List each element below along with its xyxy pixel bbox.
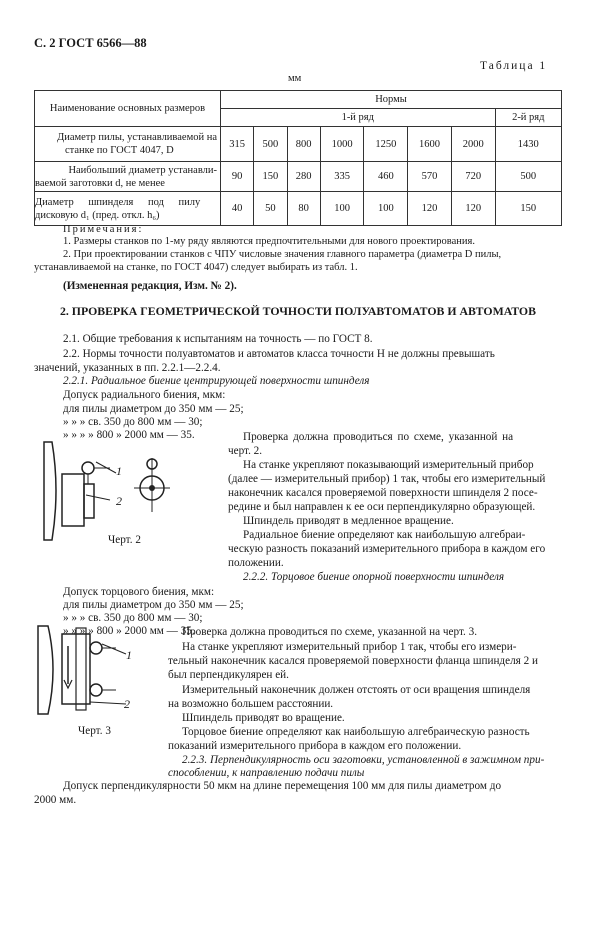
table-row	[35, 127, 562, 162]
cell: 150	[495, 192, 561, 226]
cell: 570	[408, 162, 452, 192]
p-2-2-1: 2.2.1. Радиальное биение центрирующей поверхности шпинделя	[63, 375, 370, 387]
cell: 500	[254, 127, 287, 162]
edit-note: (Измененная редакция, Изм. № 2).	[63, 280, 237, 292]
fig3-label-2: 2	[124, 697, 130, 711]
dimensions-table	[34, 90, 562, 226]
tol2-2: » » » св. 350 до 800 мм — 30;	[63, 612, 203, 624]
cell: 120	[451, 192, 495, 226]
tol2-0: Допуск торцового биения, мкм:	[63, 586, 215, 598]
note-2b: устанавливаемой на станке, по ГОСТ 4047) следует выбирать из табл. 1.	[34, 262, 358, 273]
t7-1: на возможно большем расстоянии.	[168, 698, 334, 710]
table-unit: мм	[288, 73, 302, 84]
tol2-3: » » » » 800 » 2000 мм — 35.	[63, 625, 195, 637]
row2-header: 2-й ряд	[495, 109, 561, 127]
cell: 50	[254, 192, 287, 226]
t6-0: На станке укрепляют измерительный прибор 1 так, чтобы его измери-	[182, 641, 517, 653]
fig3-label-1: 1	[126, 648, 132, 662]
cell: 2000	[451, 127, 495, 162]
tol3b: 2000 мм.	[34, 794, 77, 806]
note-2a: 2. При проектировании станков с ЧПУ числовые значения главного параметра (диаметра D пилы,	[63, 249, 502, 260]
cell: 315	[221, 127, 254, 162]
table-row	[35, 162, 562, 192]
p-2-1: 2.1. Общие требования к испытаниям на точность — по ГОСТ 8.	[63, 333, 373, 345]
row-name: Наибольший диаметр устанавли-	[68, 164, 217, 176]
t6-1: тельный наконечник касался проверяемой поверхности фланца шпинделя 2 и	[168, 655, 538, 667]
cell: 100	[320, 192, 364, 226]
fig2-caption: Черт. 2	[108, 534, 141, 546]
tol1-2: » » » св. 350 до 800 мм — 30;	[63, 416, 203, 428]
t1b: черт. 2.	[228, 445, 263, 457]
table-row	[35, 192, 562, 226]
row-name: станке по ГОСТ 4047, D	[65, 145, 174, 156]
cell: 460	[364, 162, 408, 192]
cell: 120	[408, 192, 452, 226]
p-2-2-2: 2.2.2. Торцовое биение опорной поверхности шпинделя	[243, 571, 505, 583]
notes-title: Примечания:	[63, 224, 144, 235]
t2-0: На станке укрепляют показывающий измерительный прибор	[243, 459, 534, 471]
cell: 500	[495, 162, 561, 192]
tol2-1: для пилы диаметром до 350 мм — 25;	[63, 599, 244, 611]
cell: 40	[221, 192, 254, 226]
cell: 1250	[364, 127, 408, 162]
row1-header: 1-й ряд	[221, 109, 496, 127]
tol3a: Допуск перпендикулярности 50 мкм на длине перемещения 100 мм для пилы диаметром до	[63, 780, 502, 792]
cell: 280	[287, 162, 320, 192]
row-name: Диаметр пилы, устанавливаемой на	[57, 132, 217, 143]
cell: 800	[287, 127, 320, 162]
p-2-2-3a: 2.2.3. Перпендикулярность оси заготовки, установленной в зажимном при-	[182, 754, 545, 766]
t4-2: положении.	[228, 557, 284, 569]
fig2-label-1: 1	[116, 464, 122, 478]
cell: 100	[364, 192, 408, 226]
col-header: Наименование основных размеров	[35, 91, 221, 127]
tol1-3: » » » » 800 » 2000 мм — 35.	[63, 429, 195, 441]
row-name: Диаметр шпинделя под пилу	[35, 196, 201, 208]
t1a: Проверка должна проводиться по схеме, указанной на	[243, 431, 514, 443]
cell: 1600	[408, 127, 452, 162]
cell: 90	[221, 162, 254, 192]
page-header: С. 2 ГОСТ 6566—88	[34, 36, 147, 50]
t2-1: (далее — измерительный прибор) 1 так, чтобы его измерительный	[228, 473, 546, 485]
p-2-2-3b: способлении, к направлению подачи пилы	[168, 767, 365, 779]
t6-2: был перпендикулярен ей.	[168, 669, 289, 681]
t2-2: наконечник касался проверяемой поверхности шпинделя 2 посе-	[228, 487, 538, 499]
cell: 80	[287, 192, 320, 226]
p-2-2a: 2.2. Нормы точности полуавтоматов и автоматов класса точности Н не должны превышать	[63, 348, 495, 360]
tol1-0: Допуск радиального биения, мкм:	[63, 389, 226, 401]
cell: 720	[451, 162, 495, 192]
table-label: Таблица 1	[480, 60, 548, 72]
t2-3: редине и был направлен к ее оси перпендикулярно образующей.	[228, 501, 536, 513]
t9-1: показаний измерительного прибора в каждом его положении.	[168, 740, 462, 752]
t3: Шпиндель приводят в медленное вращение.	[243, 515, 454, 527]
cell: 1000	[320, 127, 364, 162]
norms-header: Нормы	[221, 91, 562, 109]
t9-0: Торцовое биение определяют как наибольшую алгебраическую разность	[182, 726, 530, 738]
cell: 335	[320, 162, 364, 192]
figure-3-diagram	[34, 624, 154, 719]
fig3-caption: Черт. 3	[78, 725, 111, 737]
row-name: дисковую d₁ (пред. откл. h₆)	[35, 209, 160, 221]
row-name: ваемой заготовки d, не менее	[35, 177, 165, 189]
fig2-label-2: 2	[116, 494, 122, 508]
section-title: 2. ПРОВЕРКА ГЕОМЕТРИЧЕСКОЙ ТОЧНОСТИ ПОЛУАВТОМАТОВ И АВТОМАТОВ	[60, 304, 536, 318]
t4-0: Радиальное биение определяют как наибольшую алгебраи-	[243, 529, 526, 541]
tol1-1: для пилы диаметром до 350 мм — 25;	[63, 403, 244, 415]
t8: Шпиндель приводят во вращение.	[182, 712, 345, 724]
p-2-2b: значений, указанных в пп. 2.2.1—2.2.4.	[34, 362, 221, 374]
cell: 1430	[495, 127, 561, 162]
t5: Проверка должна проводиться по схеме, указанной на черт. 3.	[182, 626, 477, 638]
t4-1: ческую разность показаний измерительного прибора в каждом его	[228, 543, 546, 555]
note-1: 1. Размеры станков по 1-му ряду являются предпочтительными для нового проектирования.	[63, 236, 475, 247]
cell: 150	[254, 162, 287, 192]
t7-0: Измерительный наконечник должен отстоять от оси вращения шпинделя	[182, 684, 531, 696]
